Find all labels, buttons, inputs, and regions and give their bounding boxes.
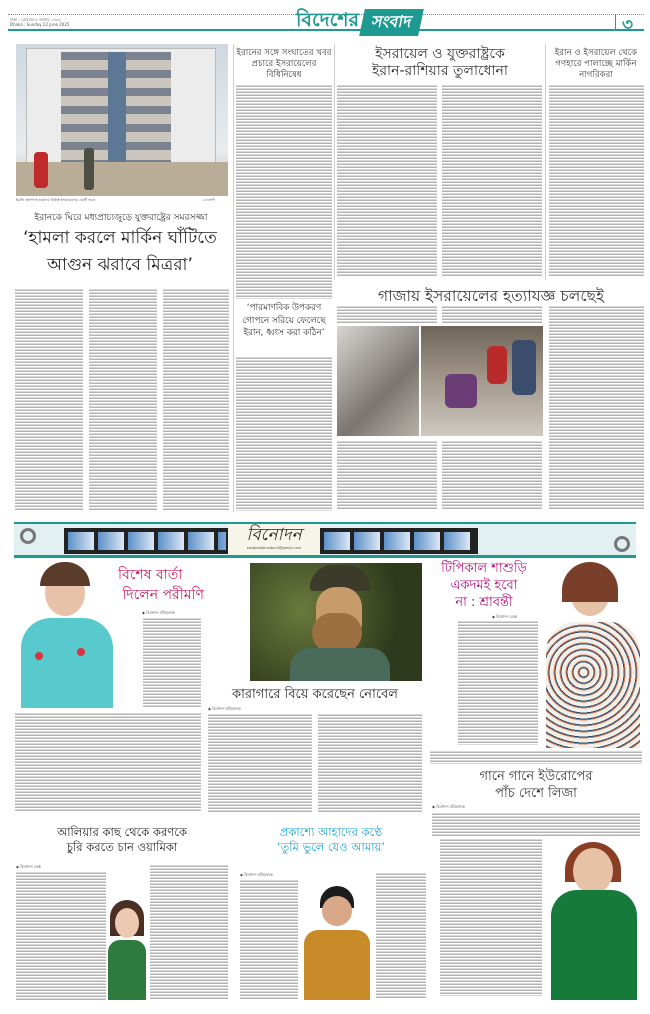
us-citizens-headline: ইরান ও ইসরায়েল থেকে গণহারে পালাচ্ছে মার্কিন নাগরিকরা	[554, 48, 638, 80]
lead-headline-line2: আগুন ঝরাবে মিত্ররা’	[47, 255, 193, 275]
ahad-headline	[236, 825, 426, 855]
gaza-body-intro-1	[337, 305, 437, 323]
porimoni-body	[143, 617, 201, 707]
ahad-body-col2	[376, 872, 426, 998]
wamiqa-headline-line1: আলিয়ার কাছ থেকে করণকে	[57, 825, 187, 839]
banner-email[interactable]: sangbadbinodon4@gmail.com	[246, 546, 302, 550]
wamiqa-byline-text: বিনোদন ডেস্ক	[20, 864, 41, 869]
column-rule	[545, 44, 546, 280]
iran-news-headline: ইরানের সঙ্গে সংঘাতের খবর প্রচারে ইসরায়েলের বিধিনিষেধ	[236, 48, 332, 80]
us-citizens-body	[549, 84, 644, 276]
film-reel-icon-left	[20, 528, 36, 544]
liza-body-intro	[432, 812, 640, 836]
wamiqa-photo	[106, 900, 148, 1000]
srabanti-body-lower	[430, 750, 642, 764]
srabanti-byline-text: বিনোদন ডেস্ক	[496, 614, 517, 619]
photo-credit: -এএফপি	[202, 198, 215, 202]
banner-title-box	[228, 524, 320, 555]
srabanti-headline-line3: না : শ্রাবন্তী	[455, 595, 513, 610]
ahad-headline-line2: ‘তুমি ভুলে যেও আমায়’	[276, 840, 385, 854]
israel-us-body-col1	[337, 84, 437, 276]
porimoni-headline-line2: দিলেন পরীমণি	[122, 587, 204, 603]
film-reel-icon-right	[614, 536, 630, 552]
ahad-photo	[300, 886, 374, 1000]
porimoni-byline-text: বিনোদন প্রতিবেদক	[146, 610, 175, 615]
iran-news-body	[236, 84, 332, 299]
srabanti-byline: ◆ বিনোদন ডেস্ক	[492, 614, 517, 619]
israel-us-headline-line2: ইরান-রাশিয়ার তুলাধোনা	[372, 63, 508, 79]
israel-us-headline-line1: ইসরায়েল ও যুক্তরাষ্ট্রকে	[375, 46, 505, 62]
nuclear-headline: ‘পারমাণবিক উপকরণ গোপনে সরিয়ে ফেলেছে ইরান, ধ্বংস করা কঠিন’	[242, 303, 326, 338]
gaza-body-col1	[337, 440, 437, 510]
lead-story-column-3	[163, 288, 229, 510]
column-rule	[334, 44, 335, 280]
porimoni-headline	[118, 565, 204, 605]
srabanti-photo	[540, 562, 640, 748]
film-strip-left	[64, 528, 230, 554]
liza-headline-line2: পাঁচ দেশে লিজা	[495, 786, 577, 801]
porimoni-headline-line1: বিশেষ বার্তা	[118, 567, 183, 583]
section-title	[296, 9, 421, 32]
gaza-photo	[337, 326, 543, 436]
wamiqa-body-col1	[16, 871, 106, 1001]
nobel-byline-text: বিনোদন প্রতিবেদক	[212, 706, 241, 711]
gaza-headline: গাজায় ইসরায়েলের হত্যাযজ্ঞ চলছেই	[377, 287, 605, 305]
nuclear-body	[236, 356, 332, 511]
dateline	[10, 17, 69, 27]
porimoni-photo	[15, 562, 115, 708]
nobel-byline: ◆ বিনোদন প্রতিবেদক	[208, 706, 241, 711]
page-number-divider	[615, 14, 616, 30]
photo-caption: ইরানি ক্ষেপণাস্ত্র হামলায় বিধ্বস্ত ইসরায়েলের একটি ভবন	[16, 198, 96, 202]
nobel-body-col1	[208, 713, 312, 813]
ahad-headline-line1: প্রকাশ্যে আহাদের কণ্ঠে	[279, 825, 383, 839]
entertainment-banner	[14, 522, 636, 558]
nobel-body-col2	[318, 713, 422, 813]
building-photo	[16, 44, 228, 196]
lead-headline	[10, 225, 230, 279]
film-strip-right	[320, 528, 478, 554]
porimoni-body-lower	[15, 712, 201, 812]
nobel-photo	[250, 563, 422, 681]
wamiqa-headline	[16, 825, 228, 855]
gaza-body-col2	[442, 440, 542, 510]
dateline-english: Dhaka : Sunday 22 June 2025	[10, 22, 70, 27]
ahad-byline-text: বিনোদন প্রতিবেদক	[244, 872, 273, 877]
ahad-body-col1	[240, 879, 298, 999]
srabanti-headline-line1: টিপিকাল শাশুড়ি	[441, 561, 527, 576]
wamiqa-headline-line2: চুরি করতে চান ওয়ামিকা	[66, 840, 178, 854]
srabanti-headline-line2: একদমই হবো	[450, 578, 518, 593]
column-rule	[233, 44, 234, 512]
lead-kicker: ইরানকে ঘিরে মধ্যপ্রাচ্যজুড়ে যুক্তরাষ্ট্রের সমরসজ্জা	[34, 213, 208, 223]
gaza-body-intro-2	[442, 305, 542, 323]
dateline-bengali: ঢাকা : রোববার ৮ আষাঢ় ১৪৩২	[10, 17, 62, 22]
liza-headline	[430, 768, 642, 802]
liza-headline-line1: গানে গানে ইউরোপের	[479, 769, 593, 784]
lead-headline-line1: ‘হামলা করলে মার্কিন ঘাঁটিতে	[23, 228, 217, 248]
liza-byline: ◆ বিনোদন প্রতিবেদক	[432, 804, 465, 809]
page-number: ৩	[622, 15, 634, 35]
srabanti-headline	[430, 560, 538, 611]
wamiqa-body-col2	[150, 864, 228, 1000]
section-title-part1: বিদেশের	[296, 9, 359, 31]
wamiqa-byline: ◆ বিনোদন ডেস্ক	[16, 864, 41, 869]
gaza-body-col3	[549, 305, 644, 510]
israel-us-body-col2	[442, 84, 542, 276]
liza-body	[440, 838, 542, 996]
nobel-headline: কারাগারে বিয়ে করেছেন নোবেল	[232, 687, 398, 702]
banner-title: বিনোদন	[246, 525, 302, 545]
section-title-part2: সংবাদ	[359, 9, 424, 36]
lead-story-column-2	[89, 288, 157, 510]
liza-byline-text: বিনোদন প্রতিবেদক	[436, 804, 465, 809]
liza-photo	[545, 842, 641, 1000]
israel-us-headline	[335, 46, 545, 80]
ahad-byline: ◆ বিনোদন প্রতিবেদক	[240, 872, 273, 877]
srabanti-body	[458, 620, 538, 745]
lead-story-column-1	[15, 288, 83, 510]
porimoni-byline: ◆ বিনোদন প্রতিবেদক	[142, 610, 175, 615]
